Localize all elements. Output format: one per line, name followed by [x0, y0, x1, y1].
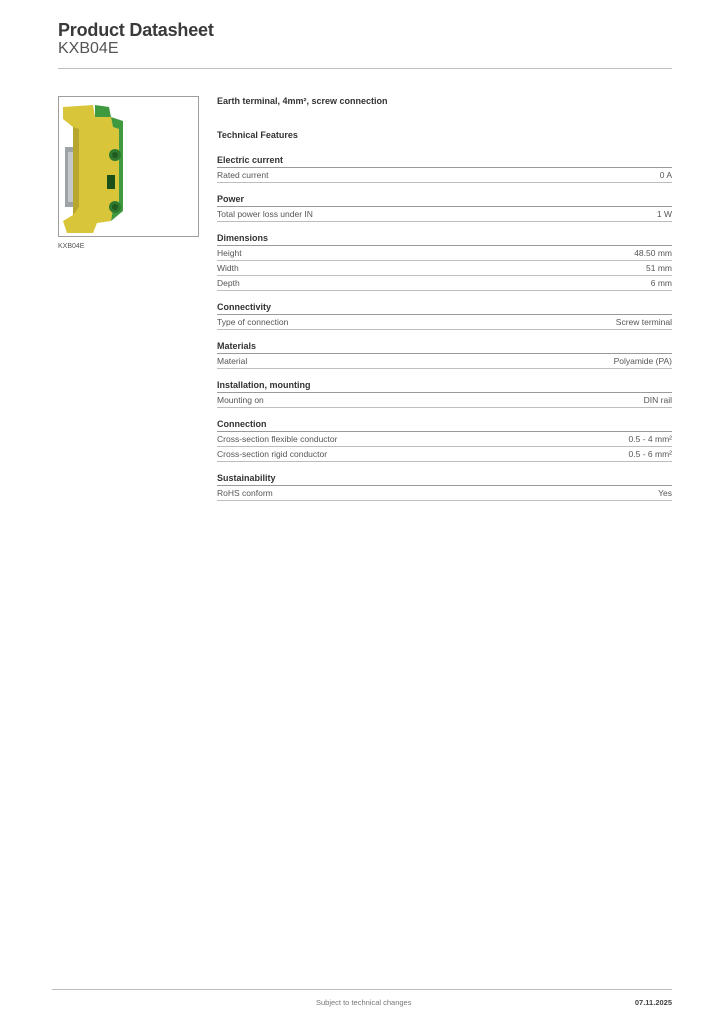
spec-value: Screw terminal [615, 317, 672, 327]
footer-note: Subject to technical changes [316, 998, 412, 1007]
technical-features-heading: Technical Features [217, 130, 298, 140]
section-connection [217, 418, 672, 462]
spec-value: Yes [658, 488, 672, 498]
section-sustainability [217, 472, 672, 501]
spec-row [217, 168, 672, 183]
product-image-frame [58, 96, 199, 237]
spec-value: 1 W [656, 209, 672, 219]
spec-value: DIN rail [643, 395, 672, 405]
spec-value: 48.50 mm [634, 248, 672, 258]
section-title: Materials [217, 340, 672, 354]
spec-row [217, 432, 672, 447]
section-materials [217, 340, 672, 369]
spec-value: 6 mm [650, 278, 672, 288]
spec-row [217, 354, 672, 369]
page-title: Product Datasheet [58, 20, 214, 40]
spec-label: Rated current [217, 170, 269, 180]
spec-row [217, 261, 672, 276]
spec-label: Mounting on [217, 395, 264, 405]
spec-value: 51 mm [646, 263, 672, 273]
section-power [217, 193, 672, 222]
spec-row [217, 393, 672, 408]
spec-value: 0.5 - 4 mm² [628, 434, 672, 444]
spec-label: Type of connection [217, 317, 289, 327]
spec-content [217, 94, 672, 501]
product-code: KXB04E [58, 40, 119, 57]
image-caption: KXB04E [58, 243, 85, 250]
section-title: Installation, mounting [217, 379, 672, 393]
section-connectivity [217, 301, 672, 330]
section-electric-current [217, 154, 672, 183]
section-installation-mounting [217, 379, 672, 408]
spec-label: Width [217, 263, 239, 273]
spec-row [217, 315, 672, 330]
section-title: Power [217, 193, 672, 207]
spec-row [217, 246, 672, 261]
spec-row [217, 207, 672, 222]
footer-date: 07.11.2025 [634, 998, 672, 1007]
spec-label: Depth [217, 278, 240, 288]
spec-label: RoHS conform [217, 488, 273, 498]
spec-label: Cross-section rigid conductor [217, 449, 328, 459]
spec-label: Total power loss under IN [217, 209, 313, 219]
spec-label: Cross-section flexible conductor [217, 434, 338, 444]
spec-value: 0 A [659, 170, 672, 180]
footer-divider [52, 989, 672, 990]
product-image [59, 97, 198, 236]
spec-label: Material [217, 356, 248, 366]
spec-value: 0.5 - 6 mm² [628, 449, 672, 459]
spec-row [217, 486, 672, 501]
section-title: Connectivity [217, 301, 672, 315]
spec-row [217, 447, 672, 462]
spec-value: Polyamide (PA) [613, 356, 672, 366]
section-title: Sustainability [217, 472, 672, 486]
product-description: Earth terminal, 4mm², screw connection [217, 96, 388, 106]
section-title: Dimensions [217, 232, 672, 246]
section-dimensions [217, 232, 672, 291]
wire-entry [107, 175, 115, 189]
section-title: Connection [217, 418, 672, 432]
section-title: Electric current [217, 154, 672, 168]
spec-label: Height [217, 248, 242, 258]
spec-row [217, 276, 672, 291]
header-divider [58, 68, 672, 69]
